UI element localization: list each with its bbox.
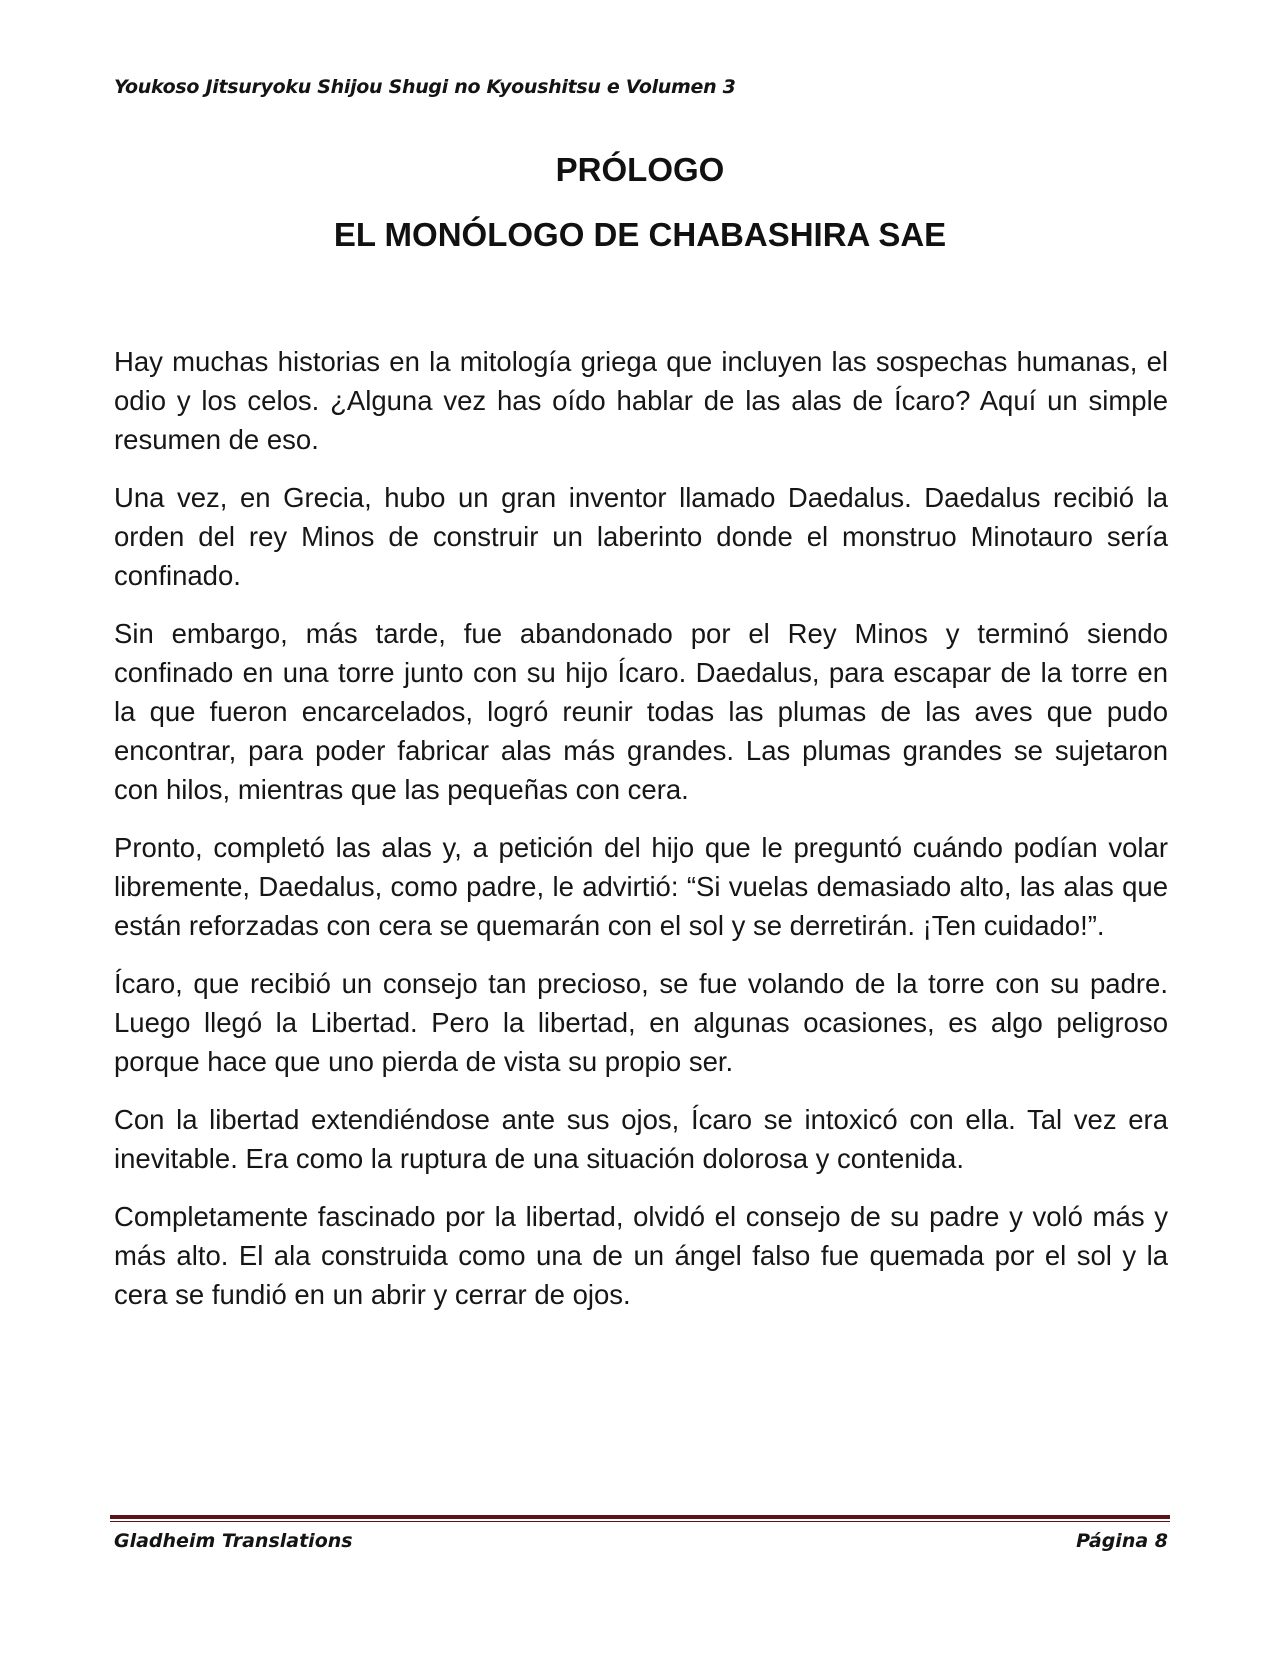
paragraph: Completamente fascinado por la libertad, olvidó el consejo de su padre y voló más y más alto. El ala construida como una de un ángel falso fue quemada por el sol y la cera se fundió en un abrir y cerrar de ojos. <box>114 1201 1168 1310</box>
chapter-title: EL MONÓLOGO DE CHABASHIRA SAE <box>333 216 947 253</box>
chapter-label: PRÓLOGO <box>555 151 725 188</box>
running-header: Youkoso Jitsuryoku Shijou Shugi no Kyoushitsu e Volumen 3 <box>114 76 736 98</box>
paragraph: Una vez, en Grecia, hubo un gran inventor llamado Daedalus. Daedalus recibió la orden del rey Minos de construir un laberinto donde el monstruo Minotauro sería confinado. <box>114 482 1168 591</box>
paragraph: Hay muchas historias en la mitología griega que incluyen las sospechas humanas, el odio y los celos. ¿Alguna vez has oído hablar de las alas de Ícaro? Aquí un simple resumen de eso. <box>114 346 1168 455</box>
chapter-heading <box>0 150 1280 255</box>
paragraph: Sin embargo, más tarde, fue abandonado por el Rey Minos y terminó siendo confinado en una torre junto con su hijo Ícaro. Daedalus, para escapar de la torre en la que fueron encarcelados, logró reunir todas las plumas de las aves que pudo encontrar, para poder fabricar alas más grandes. Las plumas grandes se sujetaron con hilos, mientras que las pequeñas con cera. <box>114 618 1168 805</box>
paragraph: Pronto, completó las alas y, a petición del hijo que le preguntó cuándo podían volar libremente, Daedalus, como padre, le advirtió: “Si vuelas demasiado alto, las alas que están reforzadas con cera se quemarán con el sol y se derretirán. ¡Ten cuidado!”. <box>114 832 1168 941</box>
paragraph: Con la libertad extendiéndose ante sus ojos, Ícaro se intoxicó con ella. Tal vez era inevitable. Era como la ruptura de una situación dolorosa y contenida. <box>114 1104 1168 1174</box>
paragraph: Ícaro, que recibió un consejo tan precioso, se fue volando de la torre con su padre. Luego llegó la Libertad. Pero la libertad, en algunas ocasiones, es algo peligroso porque hace que uno pierda de vista su propio ser. <box>114 968 1168 1077</box>
footer-translator: Gladheim Translations <box>114 1530 353 1552</box>
footer-divider <box>110 1515 1170 1522</box>
body-text <box>114 342 1168 1333</box>
footer-page-number: Página 8 <box>1076 1530 1168 1552</box>
